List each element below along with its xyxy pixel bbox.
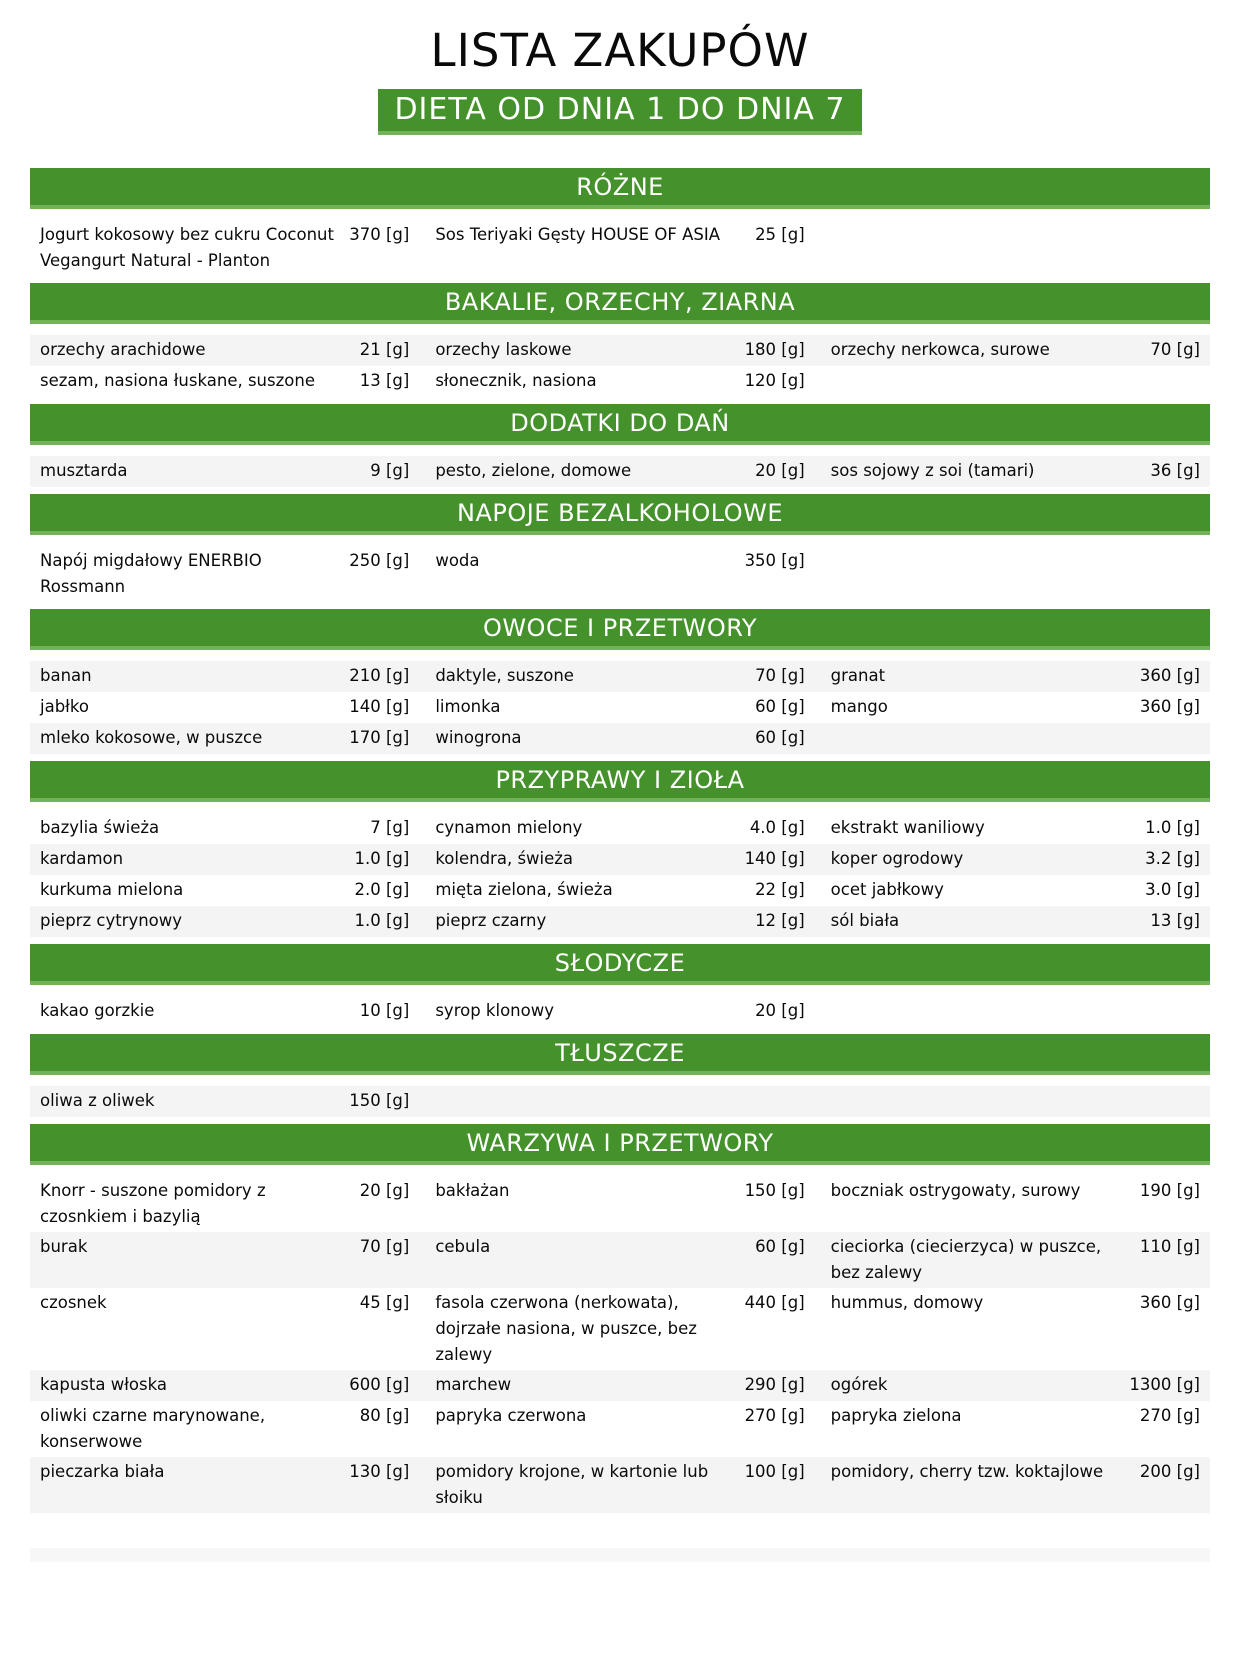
section	[30, 494, 1210, 609]
list-item	[40, 1234, 409, 1260]
list-row	[30, 220, 1210, 276]
list-item	[435, 663, 804, 689]
list-item	[40, 815, 409, 841]
item-name: sezam, nasiona łuskane, suszone	[40, 371, 315, 390]
item-amount: 150 [g]	[349, 1091, 410, 1110]
item-name: syrop klonowy	[435, 1001, 554, 1020]
item-name: oliwa z oliwek	[40, 1091, 155, 1110]
section	[30, 944, 1210, 1034]
list-row	[30, 906, 1210, 937]
list-item	[435, 846, 804, 872]
list-row	[30, 1232, 1210, 1288]
list-row	[30, 844, 1210, 875]
list-item	[831, 1234, 1200, 1286]
item-amount: 10 [g]	[359, 1001, 410, 1020]
list-item	[40, 846, 409, 872]
list-row	[30, 456, 1210, 487]
list-row	[30, 1457, 1210, 1513]
list-item	[40, 694, 409, 720]
bottom-page-strip	[30, 1548, 1210, 1562]
list-row	[30, 1401, 1210, 1457]
item-amount: 12 [g]	[755, 911, 805, 930]
item-name: boczniak ostrygowaty, surowy	[830, 1181, 1081, 1200]
item-name: sos sojowy z soi (tamari)	[830, 461, 1035, 480]
list-item	[435, 1403, 804, 1429]
list-item	[435, 1372, 804, 1398]
item-amount: 80 [g]	[359, 1406, 410, 1425]
list-item	[435, 694, 804, 720]
list-item	[40, 1372, 409, 1398]
item-amount: 9 [g]	[370, 461, 410, 480]
item-name: hummus, domowy	[830, 1293, 984, 1312]
item-name: marchew	[435, 1375, 512, 1394]
list-item	[40, 222, 409, 274]
list-item	[435, 1234, 804, 1260]
section-header: PRZYPRAWY I ZIOŁA	[30, 761, 1210, 802]
list-item	[831, 1403, 1200, 1429]
list-item	[435, 337, 804, 363]
section-header: RÓŻNE	[30, 168, 1210, 209]
section-rows	[30, 985, 1210, 1034]
item-name: cieciorka (ciecierzyca) w puszce, bez zalewy	[830, 1237, 1102, 1282]
section	[30, 761, 1210, 944]
item-name: oliwki czarne marynowane, konserwowe	[40, 1406, 266, 1451]
item-amount: 21 [g]	[359, 340, 410, 359]
item-name: orzechy laskowe	[435, 340, 572, 359]
item-name: pomidory krojone, w kartonie lub słoiku	[435, 1462, 709, 1507]
list-item	[435, 458, 804, 484]
item-amount: 1.0 [g]	[354, 849, 410, 868]
item-amount: 370 [g]	[349, 225, 410, 244]
section-header: BAKALIE, ORZECHY, ZIARNA	[30, 283, 1210, 324]
item-amount: 150 [g]	[744, 1181, 805, 1200]
list-row	[30, 692, 1210, 723]
list-item	[831, 663, 1200, 689]
item-amount: 360 [g]	[1139, 1293, 1200, 1312]
list-item	[831, 1459, 1200, 1485]
item-name: winogrona	[435, 728, 522, 747]
item-name: ekstrakt waniliowy	[830, 818, 985, 837]
item-name: mięta zielona, świeża	[435, 880, 613, 899]
item-amount: 20 [g]	[755, 461, 805, 480]
section-rows	[30, 324, 1210, 404]
item-name: fasola czerwona (nerkowata), dojrzałe nasiona, w puszce, bez zalewy	[435, 1293, 697, 1364]
section-header: DODATKI DO DAŃ	[30, 404, 1210, 445]
list-item	[40, 1088, 409, 1114]
list-item	[435, 222, 804, 248]
item-amount: 36 [g]	[1150, 461, 1200, 480]
item-name: woda	[435, 551, 480, 570]
item-amount: 360 [g]	[1139, 697, 1200, 716]
shopping-list	[30, 168, 1210, 1520]
list-item	[831, 1178, 1200, 1204]
item-amount: 120 [g]	[744, 371, 805, 390]
list-row	[30, 661, 1210, 692]
list-item	[40, 998, 409, 1024]
item-name: mleko kokosowe, w puszce	[40, 728, 263, 747]
list-row	[30, 366, 1210, 397]
item-amount: 210 [g]	[349, 666, 410, 685]
section-header: NAPOJE BEZALKOHOLOWE	[30, 494, 1210, 535]
list-row	[30, 546, 1210, 602]
item-name: papryka zielona	[830, 1406, 962, 1425]
list-item	[40, 337, 409, 363]
list-row	[30, 1288, 1210, 1370]
item-amount: 3.2 [g]	[1145, 849, 1200, 868]
list-item	[40, 548, 409, 600]
item-name: Knorr - suszone pomidory z czosnkiem i bazylią	[40, 1181, 266, 1226]
item-amount: 2.0 [g]	[354, 880, 410, 899]
diet-range-banner: DIETA OD DNIA 1 DO DNIA 7	[378, 89, 861, 135]
item-amount: 110 [g]	[1139, 1237, 1200, 1256]
item-name: kurkuma mielona	[40, 880, 184, 899]
item-amount: 1.0 [g]	[1145, 818, 1200, 837]
item-amount: 60 [g]	[755, 1237, 805, 1256]
item-name: sól biała	[830, 911, 900, 930]
item-name: jabłko	[40, 697, 89, 716]
item-name: pieprz cytrynowy	[40, 911, 183, 930]
item-amount: 360 [g]	[1139, 666, 1200, 685]
section-header: OWOCE I PRZETWORY	[30, 609, 1210, 650]
item-amount: 100 [g]	[744, 1462, 805, 1481]
item-amount: 1.0 [g]	[354, 911, 410, 930]
item-amount: 60 [g]	[755, 728, 805, 747]
list-row	[30, 875, 1210, 906]
item-name: ocet jabłkowy	[830, 880, 944, 899]
item-name: ogórek	[830, 1375, 888, 1394]
item-name: koper ogrodowy	[830, 849, 964, 868]
item-amount: 22 [g]	[755, 880, 805, 899]
item-name: banan	[40, 666, 92, 685]
section	[30, 283, 1210, 404]
shopping-list-page	[30, 0, 1210, 1562]
item-name: kapusta włoska	[40, 1375, 167, 1394]
item-name: kakao gorzkie	[40, 1001, 155, 1020]
item-name: Napój migdałowy ENERBIO Rossmann	[40, 551, 262, 596]
section-rows	[30, 209, 1210, 283]
list-item	[40, 908, 409, 934]
item-name: kolendra, świeża	[435, 849, 574, 868]
list-row	[30, 723, 1210, 754]
item-amount: 200 [g]	[1139, 1462, 1200, 1481]
list-item	[40, 368, 409, 394]
item-name: pieczarka biała	[40, 1462, 165, 1481]
item-name: pesto, zielone, domowe	[435, 461, 632, 480]
item-name: papryka czerwona	[435, 1406, 587, 1425]
item-amount: 7 [g]	[370, 818, 410, 837]
subtitle-wrap	[30, 89, 1210, 135]
list-item	[831, 846, 1200, 872]
list-item	[40, 458, 409, 484]
section-rows	[30, 445, 1210, 494]
list-row	[30, 1370, 1210, 1401]
item-name: mango	[830, 697, 888, 716]
list-item	[831, 694, 1200, 720]
list-item	[435, 815, 804, 841]
section-rows	[30, 535, 1210, 609]
item-name: granat	[830, 666, 886, 685]
list-item	[40, 663, 409, 689]
list-item	[435, 1290, 804, 1368]
item-amount: 13 [g]	[359, 371, 410, 390]
item-amount: 70 [g]	[755, 666, 805, 685]
item-name: pieprz czarny	[435, 911, 547, 930]
item-amount: 190 [g]	[1139, 1181, 1200, 1200]
item-amount: 1300 [g]	[1129, 1375, 1200, 1394]
item-name: kardamon	[40, 849, 124, 868]
item-amount: 70 [g]	[1150, 340, 1200, 359]
list-item	[435, 998, 804, 1024]
page-title: LISTA ZAKUPÓW	[430, 24, 810, 77]
list-item	[831, 815, 1200, 841]
section	[30, 609, 1210, 761]
item-name: orzechy nerkowca, surowe	[830, 340, 1050, 359]
item-amount: 45 [g]	[359, 1293, 410, 1312]
item-amount: 3.0 [g]	[1145, 880, 1200, 899]
item-amount: 170 [g]	[349, 728, 410, 747]
list-item	[435, 877, 804, 903]
item-amount: 600 [g]	[349, 1375, 410, 1394]
section-header: WARZYWA I PRZETWORY	[30, 1124, 1210, 1165]
item-name: daktyle, suszone	[435, 666, 574, 685]
item-amount: 270 [g]	[744, 1406, 805, 1425]
section-rows	[30, 802, 1210, 944]
item-amount: 25 [g]	[755, 225, 805, 244]
item-amount: 130 [g]	[349, 1462, 410, 1481]
item-name: czosnek	[40, 1293, 107, 1312]
item-amount: 20 [g]	[359, 1181, 410, 1200]
list-item	[435, 1178, 804, 1204]
item-amount: 350 [g]	[744, 551, 805, 570]
item-name: burak	[40, 1237, 88, 1256]
list-item	[40, 725, 409, 751]
item-name: bazylia świeża	[40, 818, 160, 837]
section	[30, 404, 1210, 494]
item-name: cynamon mielony	[435, 818, 583, 837]
item-amount: 140 [g]	[349, 697, 410, 716]
list-item	[40, 877, 409, 903]
section	[30, 168, 1210, 283]
item-name: Sos Teriyaki Gęsty HOUSE OF ASIA	[435, 225, 721, 244]
list-item	[40, 1178, 409, 1230]
item-amount: 60 [g]	[755, 697, 805, 716]
list-item	[831, 877, 1200, 903]
list-item	[435, 548, 804, 574]
list-item	[435, 725, 804, 751]
item-name: cebula	[435, 1237, 491, 1256]
item-name: musztarda	[40, 461, 128, 480]
list-row	[30, 1176, 1210, 1232]
item-amount: 140 [g]	[744, 849, 805, 868]
section	[30, 1124, 1210, 1520]
item-name: Jogurt kokosowy bez cukru Coconut Vegangurt Natural - Planton	[40, 225, 334, 270]
list-item	[831, 337, 1200, 363]
list-item	[831, 458, 1200, 484]
list-item	[40, 1403, 409, 1455]
section-header: SŁODYCZE	[30, 944, 1210, 985]
list-item	[435, 1459, 804, 1511]
list-item	[40, 1459, 409, 1485]
item-amount: 290 [g]	[744, 1375, 805, 1394]
list-item	[40, 1290, 409, 1316]
list-item	[831, 908, 1200, 934]
item-amount: 440 [g]	[744, 1293, 805, 1312]
section-rows	[30, 1165, 1210, 1520]
list-item	[435, 908, 804, 934]
item-amount: 20 [g]	[755, 1001, 805, 1020]
item-amount: 270 [g]	[1139, 1406, 1200, 1425]
section-rows	[30, 1075, 1210, 1124]
list-item	[831, 1372, 1200, 1398]
item-amount: 250 [g]	[349, 551, 410, 570]
item-name: limonka	[435, 697, 501, 716]
item-name: bakłażan	[435, 1181, 510, 1200]
list-row	[30, 813, 1210, 844]
item-amount: 4.0 [g]	[749, 818, 805, 837]
list-item	[435, 368, 804, 394]
section-header: TŁUSZCZE	[30, 1034, 1210, 1075]
item-name: pomidory, cherry tzw. koktajlowe	[830, 1462, 1104, 1481]
item-amount: 70 [g]	[359, 1237, 410, 1256]
item-amount: 180 [g]	[744, 340, 805, 359]
item-name: słonecznik, nasiona	[435, 371, 597, 390]
list-row	[30, 335, 1210, 366]
list-row	[30, 1086, 1210, 1117]
item-name: orzechy arachidowe	[40, 340, 206, 359]
section	[30, 1034, 1210, 1124]
list-item	[831, 1290, 1200, 1316]
item-amount: 13 [g]	[1150, 911, 1200, 930]
list-row	[30, 996, 1210, 1027]
section-rows	[30, 650, 1210, 761]
